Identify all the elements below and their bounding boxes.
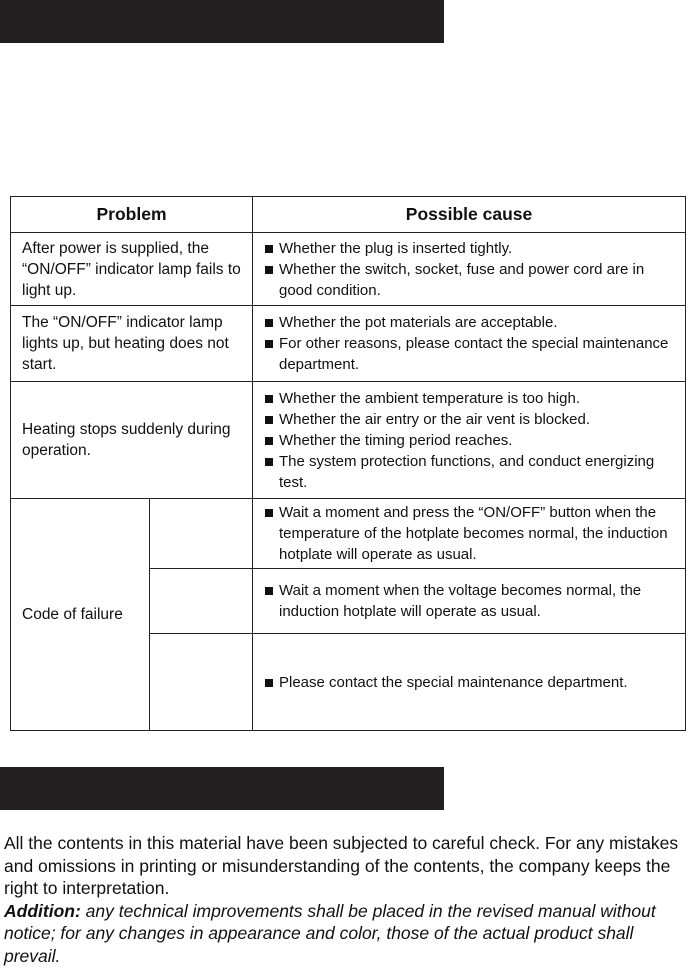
addition-text: any technical improvements shall be placed in the revised manual without notice; for any changes in appearance and color, those of the actual product shall prevail. xyxy=(4,900,656,966)
problem-cell: Heating stops suddenly during operation. xyxy=(11,382,253,499)
section-header-bar xyxy=(0,767,444,810)
failure-code-cell xyxy=(150,499,253,569)
cause-cell xyxy=(253,499,686,569)
cause-cell xyxy=(253,634,686,731)
cause-cell xyxy=(253,306,686,382)
table-row xyxy=(11,233,686,306)
cause-item: Whether the timing period reaches. xyxy=(265,430,677,451)
failure-code-cell xyxy=(150,569,253,634)
section-header-bar xyxy=(0,0,444,43)
cause-item: The system protection functions, and conduct energizing test. xyxy=(265,451,677,493)
cause-item: Whether the switch, socket, fuse and power cord are in good condition. xyxy=(265,259,677,301)
disclaimer-text: All the contents in this material have been subjected to careful check. For any mistakes and omissions in printing or misunderstanding of the contents, the company keeps the right to interpretation. xyxy=(4,833,679,898)
disclaimer xyxy=(4,832,688,967)
cause-item: Whether the plug is inserted tightly. xyxy=(265,238,677,259)
failure-code-label: Code of failure xyxy=(11,499,150,731)
cause-item: Whether the air entry or the air vent is blocked. xyxy=(265,409,677,430)
cause-cell xyxy=(253,569,686,634)
cause-item: Whether the ambient temperature is too high. xyxy=(265,388,677,409)
table-row xyxy=(11,499,686,569)
cause-cell xyxy=(253,233,686,306)
failure-code-cell xyxy=(150,634,253,731)
table-header-row xyxy=(11,197,686,233)
addition-note xyxy=(4,900,688,968)
header-possible-cause: Possible cause xyxy=(253,197,686,233)
cause-item: Wait a moment and press the “ON/OFF” button when the temperature of the hotplate becomes normal, the induction hotplate will operate as usual. xyxy=(265,502,677,565)
cause-item: For other reasons, please contact the special maintenance department. xyxy=(265,333,677,375)
troubleshooting-table xyxy=(10,196,686,731)
cause-item: Wait a moment when the voltage becomes normal, the induction hotplate will operate as usual. xyxy=(265,580,677,622)
problem-cell: The “ON/OFF” indicator lamp lights up, but heating does not start. xyxy=(11,306,253,382)
cause-cell xyxy=(253,382,686,499)
addition-label: Addition: xyxy=(4,900,81,921)
table-row xyxy=(11,382,686,499)
header-problem: Problem xyxy=(11,197,253,233)
cause-item: Please contact the special maintenance department. xyxy=(265,672,677,693)
cause-item: Whether the pot materials are acceptable. xyxy=(265,312,677,333)
table-row xyxy=(11,306,686,382)
problem-cell: After power is supplied, the “ON/OFF” indicator lamp fails to light up. xyxy=(11,233,253,306)
